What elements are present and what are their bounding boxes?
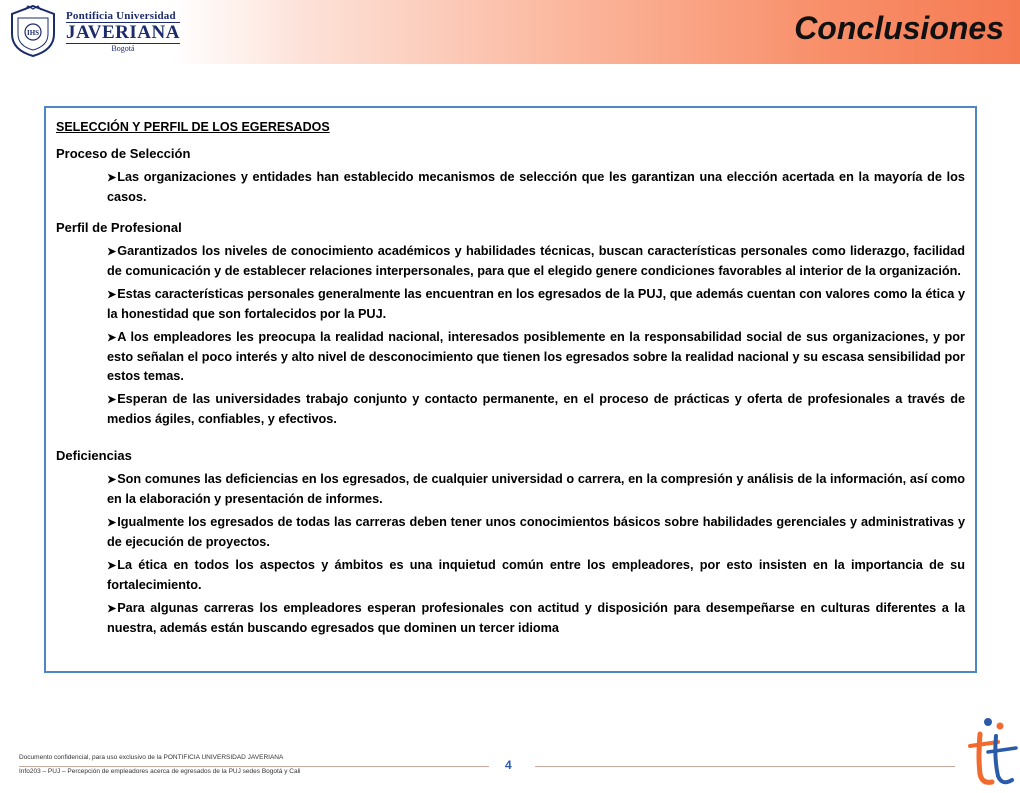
section-title: SELECCIÓN Y PERFIL DE LOS EGERESADOS [56, 120, 330, 134]
logo-line-3: Bogotá [111, 43, 135, 53]
arrow-bullet-icon: ➤ [107, 394, 117, 406]
subsection-heading: Deficiencias [56, 448, 132, 463]
page-number: 4 [505, 758, 512, 772]
bullet-text: Para algunas carreras los empleadores esperan profesionales con actitud y disposición para desempeñarse en culturas diferentes a la nuestra, además están buscando egresados que dominen un tercer idioma [107, 601, 965, 635]
bullet-item [107, 285, 965, 324]
arrow-bullet-icon: ➤ [107, 172, 117, 184]
footer-divider-left [19, 766, 489, 767]
header-banner [0, 0, 1020, 64]
arrow-bullet-icon: ➤ [107, 246, 117, 258]
bullet-list [56, 168, 965, 207]
bullet-text: A los empleadores les preocupa la realidad nacional, interesados posiblemente en la responsabilidad social de sus organizaciones, y por esto señalan el poco interés y alto nivel de desconocimiento que tienen los egresados sobre la realidad nacional y su escasa sensibilidad por estos temas. [107, 330, 965, 383]
bullet-text: Garantizados los niveles de conocimiento académicos y habilidades técnicas, buscan características personales como liderazgo, facilidad de comunicación y de establecer relaciones interpersonales, para que el elegido genere condiciones favorables al interior de la organización. [107, 244, 965, 278]
page-title: Conclusiones [794, 10, 1004, 46]
bullet-item [107, 168, 965, 207]
brand-logo-icon [958, 712, 1020, 792]
arrow-bullet-icon: ➤ [107, 289, 117, 301]
subsection-heading: Perfil de Profesional [56, 220, 182, 235]
subsection-heading: Proceso de Selección [56, 146, 191, 161]
confidential-notice: Documento confidencial, para uso exclusivo de la PONTIFICIA UNIVERSIDAD JAVERIANA [19, 754, 284, 761]
footer-divider-right [535, 766, 955, 767]
bullet-text: Las organizaciones y entidades han establecido mecanismos de selección que les garantizan una elección acertada en la mayoría de los casos. [107, 170, 965, 204]
arrow-bullet-icon: ➤ [107, 517, 117, 529]
bullet-item [107, 328, 965, 386]
university-seal-icon [6, 4, 60, 58]
bullet-item [107, 470, 965, 509]
arrow-bullet-icon: ➤ [107, 603, 117, 615]
bullet-item [107, 390, 965, 429]
university-logo [6, 3, 186, 59]
bullet-text: Estas características personales generalmente las encuentran en los egresados de la PUJ, que además cuentan con valores como la ética y la honestidad que son fortalecidos por la PUJ. [107, 287, 965, 321]
arrow-bullet-icon: ➤ [107, 560, 117, 572]
bullet-list [56, 242, 965, 429]
bullet-item [107, 556, 965, 595]
seal-lettering: IHS [26, 29, 40, 37]
logo-wordmark [66, 10, 180, 53]
bullet-list [56, 470, 965, 638]
bullet-text: Esperan de las universidades trabajo conjunto y contacto permanente, en el proceso de prácticas y oferta de profesionales a través de medios ágiles, confiables, y efectivos. [107, 392, 965, 426]
bullet-item [107, 599, 965, 638]
bullet-item [107, 513, 965, 552]
content-box [44, 106, 977, 673]
bullet-text: Son comunes las deficiencias en los egresados, de cualquier universidad o carrera, en la compresión y análisis de la información, así como en la elaboración y presentación de informes. [107, 472, 965, 506]
logo-line-2: JAVERIANA [66, 21, 180, 43]
logo-line-1: Pontificia Universidad [66, 9, 176, 22]
document-reference: Info203 – PUJ – Percepción de empleadores acerca de egresados de la PUJ sedes Bogotá y Cali [19, 768, 301, 775]
bullet-text: La ética en todos los aspectos y ámbitos es una inquietud común entre los empleadores, por esto insisten en la importancia de su fortalecimiento. [107, 558, 965, 592]
arrow-bullet-icon: ➤ [107, 332, 117, 344]
footer [0, 748, 1020, 793]
bullet-text: Igualmente los egresados de todas las carreras deben tener unos conocimientos básicos sobre habilidades gerenciales y administrativas y de ejecución de proyectos. [107, 515, 965, 549]
bullet-item [107, 242, 965, 281]
arrow-bullet-icon: ➤ [107, 474, 117, 486]
